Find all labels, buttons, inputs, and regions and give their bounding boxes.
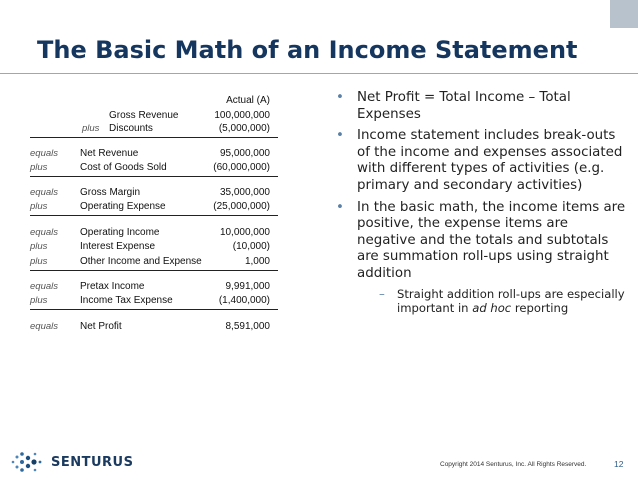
row-amount: (60,000,000) [213,162,270,173]
page-number: 12 [614,459,624,469]
income-statement-table [0,0,300,400]
bullet-icon: • [336,90,344,105]
bullet-icon: • [336,199,344,215]
subtotal-line [30,215,278,216]
row-amount: (5,000,000) [218,123,270,134]
row-amount: 9,991,000 [225,281,270,292]
row-amount: 8,591,000 [225,321,270,332]
row-amount: 35,000,000 [219,187,270,198]
row-operator: equals [30,227,58,238]
row-operator: equals [30,281,58,292]
row-amount: (1,400,000) [218,295,270,306]
subtotal-line [30,137,278,138]
table-row [0,226,300,239]
row-amount: 100,000,000 [214,110,270,121]
bullet-text: Income statement includes break-outs of the income and expenses associated with different types of activities (e.g. primary and secondary activities) [357,128,623,193]
row-label: Gross Revenue [109,110,179,121]
table-row [0,320,300,333]
row-label: Other Income and Expense [80,256,202,267]
bullet-list [336,90,626,321]
table-row [0,280,300,293]
row-label: Interest Expense [80,241,156,252]
row-label: Discounts [109,123,153,134]
row-operator: plus [30,295,48,306]
row-label: Pretax Income [80,281,145,292]
bullet-icon: • [336,128,344,144]
row-label: Income Tax Expense [80,295,173,306]
row-amount: 95,000,000 [219,148,270,159]
corner-accent [610,0,638,28]
row-label: Net Profit [80,321,122,332]
table-row [0,161,300,174]
subtotal-line [30,176,278,177]
dash-icon: – [379,286,385,301]
row-amount: 1,000 [244,256,270,267]
subtotal-line [30,309,278,310]
column-header: Actual (A) [226,95,270,106]
bullet-text: Net Profit = Total Income – Total Expenses [357,90,571,122]
row-operator: plus [30,241,48,252]
row-label: Net Revenue [80,148,139,159]
logo-mark-icon [9,449,45,475]
table-row [0,240,300,253]
table-row [0,109,300,122]
copyright-footer: Copyright 2014 Senturus, Inc. All Rights Reserved. [440,461,587,468]
row-label: Operating Expense [80,201,166,212]
row-operator: equals [30,321,58,332]
row-label: Cost of Goods Sold [80,162,167,173]
row-amount: (25,000,000) [213,201,270,212]
senturus-logo [9,449,149,475]
sub-bullet-emphasis: ad hoc [472,301,512,316]
row-operator: equals [30,187,58,198]
row-amount: 10,000,000 [219,227,270,238]
slide-title: The Basic Math of an Income Statement [37,36,578,64]
row-operator: plus [30,256,48,267]
table-row [0,147,300,160]
row-label: Gross Margin [80,187,141,198]
table-row [0,255,300,268]
row-operator: plus [30,162,48,173]
bullet-item [336,200,626,316]
bullet-text: In the basic math, the income items are positive, the expense items are negative and the totals and subtotals are summation roll-ups using straight addition [357,199,626,281]
table-row [0,200,300,213]
bullet-item [336,90,626,123]
table-row [0,294,300,307]
sub-bullet-tail: reporting [511,301,569,316]
bullet-item [336,128,626,194]
row-operator: plus [82,123,100,134]
row-operator: equals [30,148,58,159]
row-operator: plus [30,201,48,212]
row-label: Operating Income [80,227,160,238]
logo-text: SENTURUS [51,455,134,470]
sub-bullet-item [357,287,626,316]
subtotal-line [30,270,278,271]
table-row [0,186,300,199]
table-row [0,122,300,135]
row-amount: (10,000) [232,241,270,252]
sub-bullet-text: Straight addition roll-ups are especially important in [397,286,625,316]
